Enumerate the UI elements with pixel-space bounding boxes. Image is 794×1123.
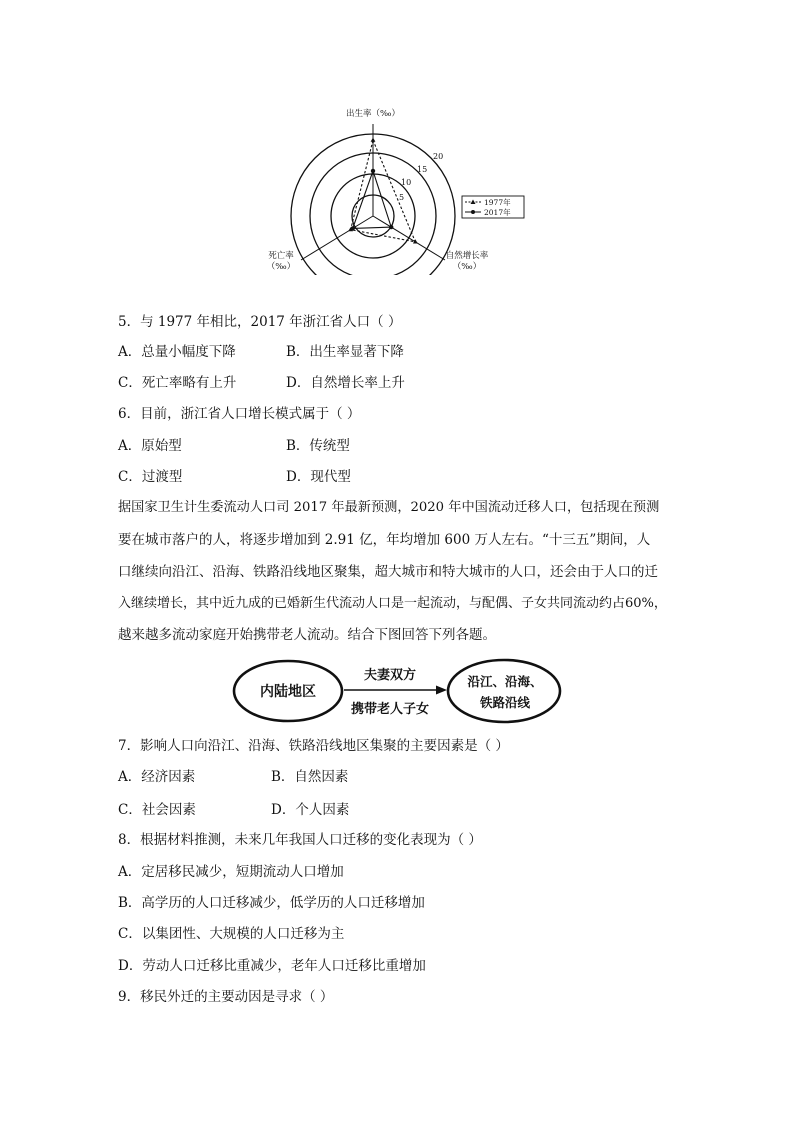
series-2017-point-natural-growth-rate <box>389 225 393 229</box>
flow-arrow-head <box>436 686 447 695</box>
passage-line-2: 要在城市落户的人，将逐步增加到 2.91 亿，年均增加 600 万人左右。“十三五”期间，人 <box>118 532 651 548</box>
question-5-option-d[interactable]: D．自然增长率上升 <box>286 375 405 391</box>
question-7-stem: 7．影响人口向沿江、沿海、铁路沿线地区集聚的主要因素是（ ） <box>118 738 509 754</box>
origin-label: 内陆地区 <box>260 684 316 700</box>
ring-label-20: 20 <box>433 152 444 161</box>
destination-label-line-1: 沿江、沿海、 <box>467 674 543 689</box>
chart-legend <box>462 196 524 218</box>
question-8-stem: 8．根据材料推测，未来几年我国人口迁移的变化表现为（ ） <box>118 832 482 848</box>
question-6-option-d[interactable]: D．现代型 <box>286 469 351 485</box>
question-7-option-a[interactable]: A．经济因素 <box>118 769 196 785</box>
axis-death-rate <box>301 216 373 260</box>
axis-title-death-rate-unit: （‰） <box>266 262 296 272</box>
question-6-option-c[interactable]: C．过渡型 <box>118 469 183 485</box>
series-2017-point-birth-rate <box>371 169 375 173</box>
axis-title-death-rate: 死亡率 <box>268 251 294 261</box>
question-8-option-c[interactable]: C．以集团性、大规模的人口迁移为主 <box>118 926 345 942</box>
series-1977-point-birth-rate <box>371 138 376 142</box>
axis-title-natural-growth-unit: （‰） <box>452 262 482 272</box>
axis-title-natural-growth: 自然增长率 <box>445 251 489 261</box>
series-2017-point-death-rate <box>351 226 355 230</box>
passage-line-1: 据国家卫生计生委流动人口司 2017 年最新预测，2020 年中国流动迁移人口，包括现在预测 <box>118 500 660 515</box>
ring-label-15: 15 <box>417 165 428 174</box>
destination-label-line-2: 铁路沿线 <box>479 695 531 710</box>
question-6-stem: 6．目前，浙江省人口增长模式属于（ ） <box>118 406 361 422</box>
question-9-stem: 9．移民外迁的主要动因是寻求（ ） <box>118 989 334 1005</box>
question-7-option-c[interactable]: C．社会因素 <box>118 802 196 818</box>
passage-line-5: 越来越多流动家庭开始携带老人流动。结合下图回答下列各题。 <box>118 627 496 643</box>
legend-label-1977: 1977年 <box>484 198 511 207</box>
question-7-option-d[interactable]: D．个人因素 <box>271 802 350 818</box>
population-radar-chart <box>255 100 545 275</box>
ring-label-10: 10 <box>401 178 412 187</box>
question-6-option-a[interactable]: A．原始型 <box>118 438 182 454</box>
question-8-option-a[interactable]: A．定居移民减少，短期流动人口增加 <box>118 864 344 880</box>
question-5-option-b[interactable]: B．出生率显著下降 <box>286 344 404 360</box>
question-5-option-a[interactable]: A．总量小幅度下降 <box>118 344 236 360</box>
legend-marker-2017 <box>471 210 475 214</box>
passage-line-4: 入继续增长，其中近九成的已婚新生代流动人口是一起流动，与配偶、子女共同流动约占60%， <box>118 596 667 611</box>
flow-top-label: 夫妻双方 <box>363 668 417 683</box>
question-8-option-d[interactable]: D．劳动人口迁移比重减少，老年人口迁移比重增加 <box>118 958 426 974</box>
question-6-option-b[interactable]: B．传统型 <box>286 438 350 454</box>
question-7-option-b[interactable]: B．自然因素 <box>271 769 349 785</box>
flow-bottom-label: 携带老人子女 <box>350 702 430 717</box>
question-5-option-c[interactable]: C．死亡率略有上升 <box>118 375 237 391</box>
destination-ellipse <box>448 660 560 722</box>
passage-line-3: 口继续向沿江、沿海、铁路沿线地区聚集，超大城市和特大城市的人口，还会由于人口的迁 <box>118 564 658 580</box>
legend-label-2017: 2017年 <box>484 208 511 217</box>
series-1977-polygon <box>351 140 416 242</box>
question-8-option-b[interactable]: B．高学历的人口迁移减少，低学历的人口迁移增加 <box>118 895 425 911</box>
question-5-stem: 5．与 1977 年相比，2017 年浙江省人口（ ） <box>118 314 402 330</box>
ring-label-5: 5 <box>399 193 405 202</box>
axis-title-birth-rate: 出生率（‰） <box>346 109 400 119</box>
migration-flow-diagram <box>232 655 562 727</box>
axis-natural-growth <box>373 216 445 260</box>
